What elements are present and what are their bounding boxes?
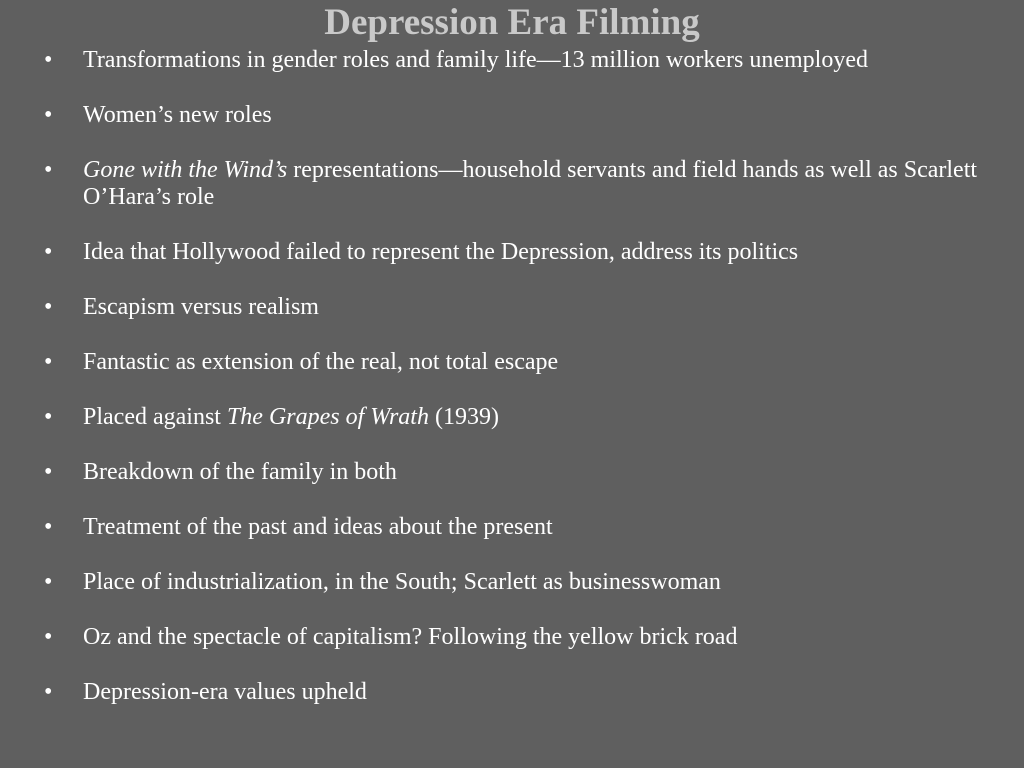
bullet-dot-icon: • <box>44 679 53 705</box>
bullet-text: Breakdown of the family in both <box>83 459 397 485</box>
bullet-item <box>44 349 984 376</box>
bullet-text: Oz and the spectacle of capitalism? Following the yellow brick road <box>83 624 738 650</box>
bullet-item <box>44 624 984 651</box>
bullet-list <box>44 47 984 734</box>
bullet-text: Place of industrialization, in the South; Scarlett as businesswoman <box>83 569 721 595</box>
bullet-dot-icon: • <box>44 569 53 595</box>
bullet-item <box>44 459 984 486</box>
bullet-dot-icon: • <box>44 102 53 128</box>
bullet-item <box>44 47 984 74</box>
bullet-dot-icon: • <box>44 624 53 650</box>
bullet-dot-icon: • <box>44 239 53 265</box>
bullet-text-rest: (1939) <box>428 404 499 430</box>
bullet-dot-icon: • <box>44 404 53 430</box>
bullet-text-rest: representations—household servants and field hands as well as Scarlett O’Hara’s role <box>83 157 978 210</box>
bullet-item <box>44 514 984 541</box>
bullet-item <box>44 102 984 129</box>
bullet-dot-icon: • <box>44 349 53 375</box>
bullet-item <box>44 569 984 596</box>
bullet-item <box>44 157 984 211</box>
bullet-dot-icon: • <box>44 514 53 540</box>
bullet-item <box>44 239 984 266</box>
bullet-text-italic: The Grapes of Wrath <box>226 404 429 430</box>
bullet-text: Idea that Hollywood failed to represent the Depression, address its politics <box>83 239 799 265</box>
bullet-text: Placed against <box>83 404 227 430</box>
bullet-dot-icon: • <box>44 294 53 320</box>
bullet-text: Depression-era values upheld <box>83 679 367 705</box>
bullet-text-italic: Gone with the Wind’s <box>83 157 288 183</box>
bullet-dot-icon: • <box>44 157 53 183</box>
bullet-item <box>44 679 984 706</box>
bullet-text: Women’s new roles <box>83 102 272 128</box>
bullet-dot-icon: • <box>44 459 53 485</box>
bullet-text: Transformations in gender roles and family life—13 million workers unemployed <box>83 47 868 73</box>
bullet-item <box>44 404 984 431</box>
bullet-text: Escapism versus realism <box>83 294 319 320</box>
slide-title: Depression Era Filming <box>324 2 700 43</box>
bullet-text: Treatment of the past and ideas about the present <box>83 514 553 540</box>
bullet-dot-icon: • <box>44 47 53 73</box>
bullet-text: Fantastic as extension of the real, not total escape <box>83 349 559 375</box>
bullet-item <box>44 294 984 321</box>
